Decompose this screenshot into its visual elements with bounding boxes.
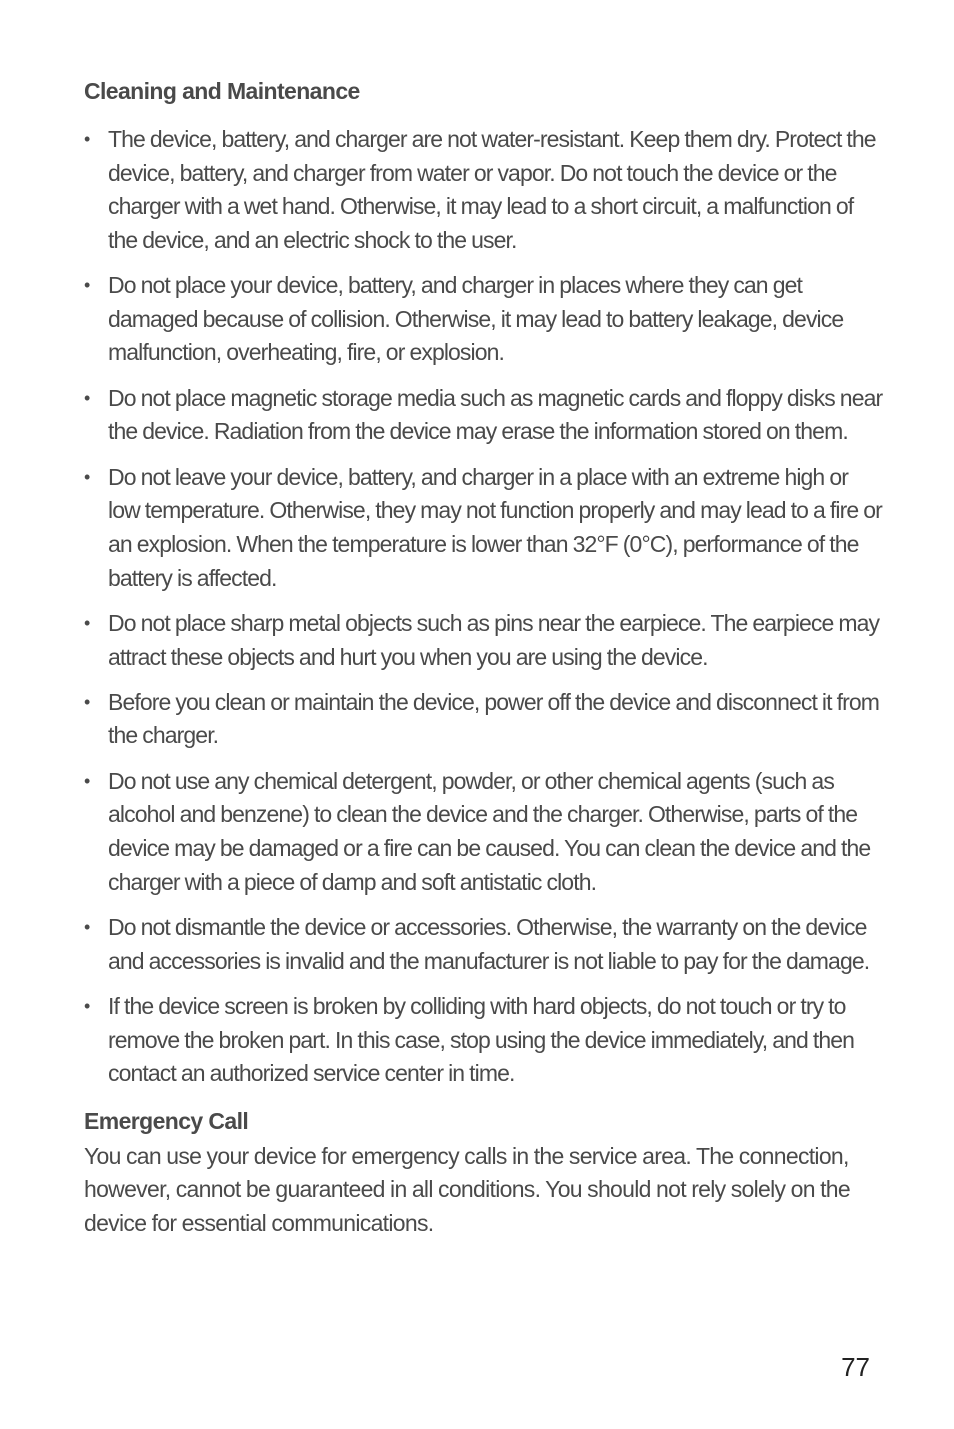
bullet-icon: • — [84, 996, 90, 1017]
bullet-icon: • — [84, 129, 90, 149]
list-item-text: Do not place your device, battery, and charger in places where they can get damaged because of collision. Otherwise, it may lead to battery leakage, device malfunction, overheating, fire, or explosion. — [108, 272, 844, 366]
list-item — [84, 461, 884, 595]
bullet-icon: • — [84, 917, 90, 938]
bullet-icon: • — [84, 466, 90, 487]
section-heading-emergency-call: Emergency Call — [84, 1107, 249, 1134]
bullet-icon: • — [84, 275, 90, 296]
list-item — [84, 123, 884, 257]
list-item-text: Do not place magnetic storage media such as magnetic cards and floppy disks near the device. Radiation from the device may erase the information stored on them. — [108, 384, 883, 445]
cleaning-bullet-list — [84, 123, 884, 1091]
list-item — [84, 765, 884, 899]
list-item — [84, 382, 884, 449]
bullet-icon: • — [84, 612, 90, 633]
list-item — [84, 607, 884, 674]
bullet-icon: • — [84, 387, 90, 408]
section-heading-cleaning-maintenance: Cleaning and Maintenance — [84, 78, 360, 104]
emergency-call-paragraph: You can use your device for emergency calls in the service area. The connection, however, cannot be guaranteed in all conditions. You should not rely solely on the device for essential communications. — [84, 1142, 850, 1236]
page-number: 77 — [841, 1352, 870, 1382]
list-item-text: Do not leave your device, battery, and charger in a place with an extreme high or low temperature. Otherwise, they may not function properly and may lead to a fire or an explosion. When the temperature is lower than 32°F (0°C), performance of the battery is affected. — [108, 463, 882, 591]
list-item-text: Do not place sharp metal objects such as pins near the earpiece. The earpiece may attract these objects and hurt you when you are using the device. — [108, 609, 880, 670]
bullet-icon: • — [84, 691, 90, 712]
list-item-text: The device, battery, and charger are not water-resistant. Keep them dry. Protect the device, battery, and charger from water or vapor. Do not touch the device or the charger with a wet hand. Otherwise, it may lead to a short circuit, a malfunction of the device, and an electric shock to the user. — [108, 126, 876, 253]
list-item — [84, 269, 884, 370]
list-item — [84, 990, 884, 1091]
list-item-text: Do not use any chemical detergent, powder, or other chemical agents (such as alcohol and benzene) to clean the device and the charger. Otherwise, parts of the device may be damaged or a fire can be caused. You can clean the device and the charger with a piece of damp and soft antistatic cloth. — [108, 767, 871, 895]
list-item — [84, 686, 884, 753]
list-item-text: If the device screen is broken by colliding with hard objects, do not touch or try to remove the broken part. In this case, stop using the device immediately, and then contact an authorized service center in time. — [108, 993, 855, 1087]
bullet-icon: • — [84, 770, 90, 791]
list-item-text: Do not dismantle the device or accessories. Otherwise, the warranty on the device and accessories is invalid and the manufacturer is not liable to pay for the damage. — [108, 914, 870, 974]
document-page — [84, 72, 884, 1240]
list-item — [84, 911, 884, 978]
list-item-text: Before you clean or maintain the device, power off the device and disconnect it from the charger. — [108, 688, 880, 749]
